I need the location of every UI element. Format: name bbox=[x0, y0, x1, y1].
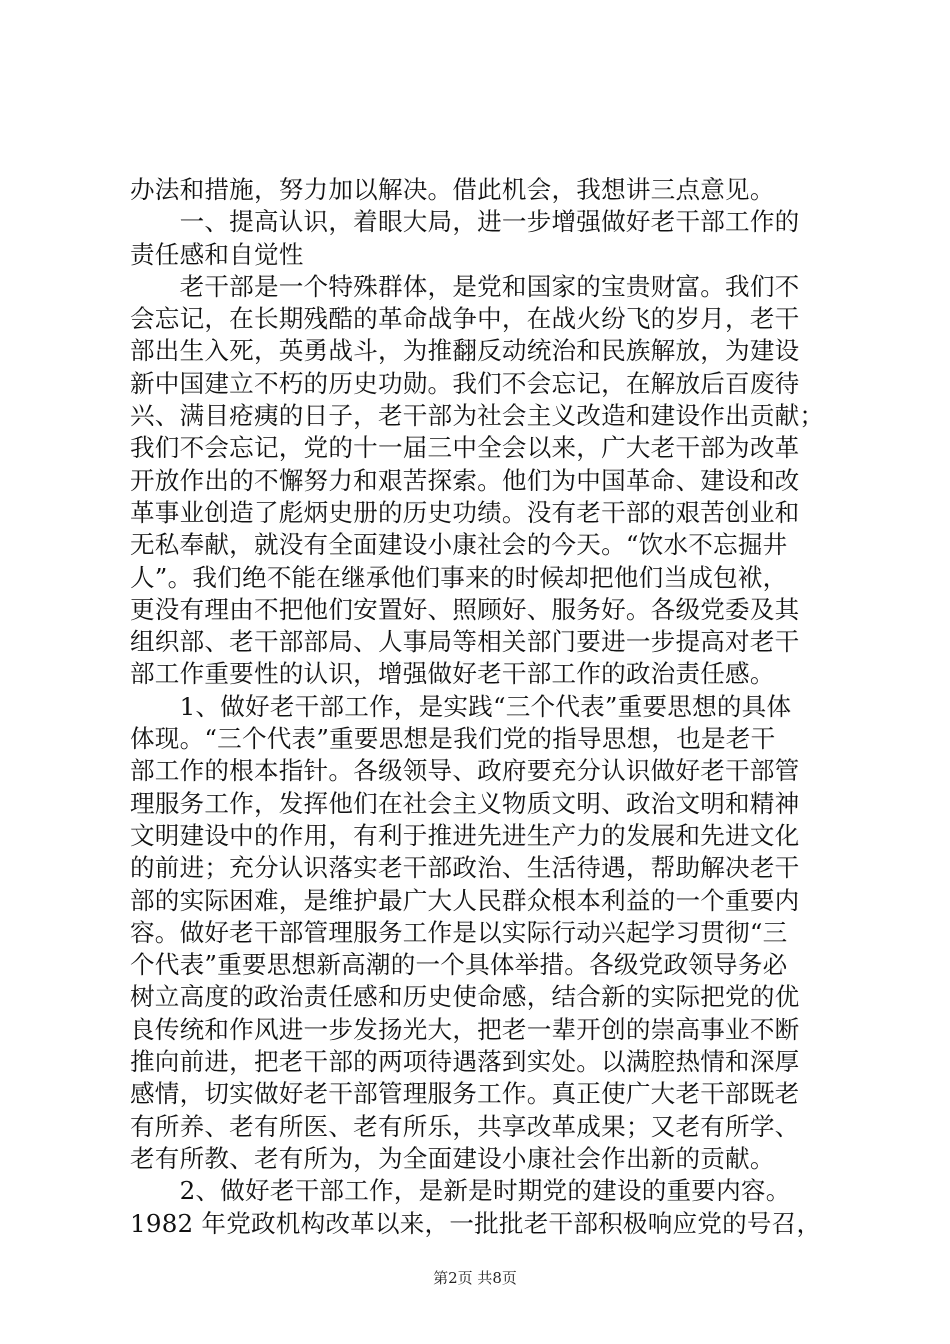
text-line: 容。做好老干部管理服务工作是以实际行动兴起学习贯彻“三 bbox=[130, 917, 788, 947]
text-line: 更没有理由不把他们安置好、照顾好、服务好。各级党委及其 bbox=[130, 594, 800, 624]
document-body bbox=[130, 174, 830, 1240]
text-line: 推向前进，把老干部的两项待遇落到实处。以满腔热情和深厚 bbox=[130, 1047, 800, 1077]
page-footer: 第2页 共8页 bbox=[433, 1269, 517, 1287]
text-line: 老干部是一个特殊群体，是党和国家的宝贵财富。我们不 bbox=[130, 271, 800, 301]
text-line: 一、提高认识，着眼大局，进一步增强做好老干部工作的 bbox=[130, 207, 800, 237]
text-line: 的前进；充分认识落实老干部政治、生活待遇，帮助解决老干 bbox=[130, 853, 800, 883]
text-line: 我们不会忘记，党的十一届三中全会以来，广大老干部为改革 bbox=[130, 433, 800, 463]
text-line: 理服务工作，发挥他们在社会主义物质文明、政治文明和精神 bbox=[130, 788, 800, 818]
text-line: 2、做好老干部工作，是新是时期党的建设的重要内容。 bbox=[130, 1176, 791, 1206]
text-line: 1982 年党政机构改革以来，一批批老干部积极响应党的号召， bbox=[130, 1208, 822, 1238]
text-line: 会忘记，在长期残酷的革命战争中，在战火纷飞的岁月，老干 bbox=[130, 304, 800, 334]
text-line: 树立高度的政治责任感和历史使命感，结合新的实际把党的优 bbox=[130, 982, 800, 1012]
text-line: 体现。“三个代表”重要思想是我们党的指导思想，也是老干 bbox=[130, 724, 776, 754]
text-line: 兴、满目疮痍的日子，老干部为社会主义改造和建设作出贡献； bbox=[130, 401, 825, 431]
text-line: 部工作重要性的认识，增强做好老干部工作的政治责任感。 bbox=[130, 659, 775, 689]
text-line: 感情，切实做好老干部管理服务工作。真正使广大老干部既老 bbox=[130, 1079, 800, 1109]
text-line: 办法和措施，努力加以解决。借此机会，我想讲三点意见。 bbox=[130, 175, 775, 204]
text-line: 部出生入死，英勇战斗，为推翻反动统治和民族解放，为建设 bbox=[130, 336, 800, 366]
text-line: 部的实际困难，是维护最广大人民群众根本利益的一个重要内 bbox=[130, 885, 800, 915]
text-line: 责任感和自觉性 bbox=[130, 239, 304, 269]
text-line: 革事业创造了彪炳史册的历史功绩。没有老干部的艰苦创业和 bbox=[130, 497, 800, 527]
text-line: 1、做好老干部工作，是实践“三个代表”重要思想的具体 bbox=[130, 691, 792, 721]
text-line: 人”。我们绝不能在继承他们事来的时候却把他们当成包袱， bbox=[130, 562, 788, 592]
text-line: 良传统和作风进一步发扬光大，把老一辈开创的崇高事业不断 bbox=[130, 1014, 800, 1044]
text-line: 组织部、老干部部局、人事局等相关部门要进一步提高对老干 bbox=[130, 627, 800, 657]
text-line: 个代表”重要思想新高潮的一个具体举措。各级党政领导务必 bbox=[130, 950, 788, 980]
text-line: 部工作的根本指针。各级领导、政府要充分认识做好老干部管 bbox=[130, 756, 800, 786]
text-line: 新中国建立不朽的历史功勋。我们不会忘记，在解放后百废待 bbox=[130, 368, 800, 398]
text-line: 开放作出的不懈努力和艰苦探索。他们为中国革命、建设和改 bbox=[130, 465, 800, 495]
text-line: 无私奉献，就没有全面建设小康社会的今天。“饮水不忘掘井 bbox=[130, 530, 788, 560]
text-line: 老有所教、老有所为，为全面建设小康社会作出新的贡献。 bbox=[130, 1143, 775, 1173]
text-line: 有所养、老有所医、老有所乐，共享改革成果；又老有所学、 bbox=[130, 1111, 800, 1141]
text-line: 文明建设中的作用，有利于推进先进生产力的发展和先进文化 bbox=[130, 820, 800, 850]
